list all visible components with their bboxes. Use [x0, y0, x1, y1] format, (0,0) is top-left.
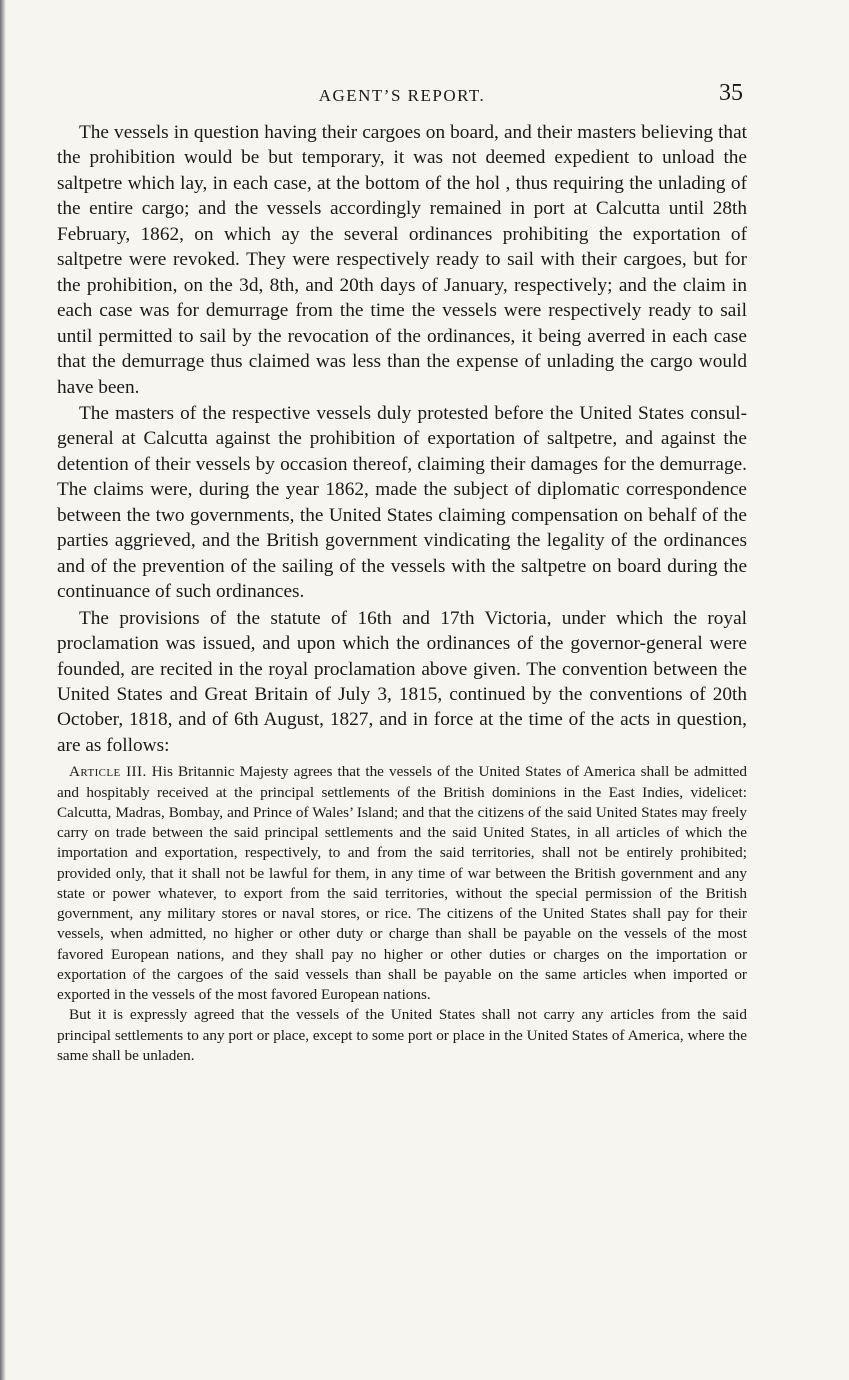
page-number: 35: [719, 80, 743, 106]
article-label: Article III.: [69, 763, 147, 781]
page-header: [57, 80, 747, 120]
body-paragraph-2: The masters of the respective vessels duly protested before the United States consul-general at Calcutta against the prohibition of exportation of saltpetre, and against the detention of their vessels by occasion thereof, claiming their damages for the demurrage. The claims were, during the year 1862, made the subject of diplomatic correspondence between the two governments, the United States claiming compensation on behalf of the parties aggrieved, and the British government vindicating the legality of the ordinances and of the prevention of the sailing of the vessels with the saltpetre on board during the continuance of such ordinances.: [57, 402, 747, 603]
article-paragraph: [57, 762, 747, 1005]
document-page: [57, 80, 747, 1066]
scan-edge-shadow: [0, 0, 6, 1380]
article-text: His Britannic Majesty agrees that the vessels of the United States of America shall be admitted and hospitably received at the principal settlements of the British dominions in the East Indies, videlicet: Calcutta, Madras, Bombay, and Prince of Wales’ Island; and that the citizens of the said United States may freely carry on trade between the said principal settlements and the said United States, in all articles of which the importation and exportation, respectively, to and from the said territories, shall not be entirely prohibited; provided only, that it shall not be lawful for them, in any time of war between the British government and any state or power whatever, to export from the said territories, without the special permission of the British government, any military stores or naval stores, or rice. The citizens of the United States shall pay for their vessels, when admitted, no higher or other duty or charge than shall be payable on the vessels of the most favored European nations, and they shall pay no higher or other duties or charges on the importation or exportation of the cargoes of the said vessels than shall be payable on the same articles when imported or exported in the vessels of the most favored European nations.: [57, 763, 747, 1004]
treaty-extract: [57, 762, 747, 1066]
body-paragraph-3: The provisions of the statute of 16th and 17th Victoria, under which the royal proclamation was issued, and upon which the ordinances of the governor-general were founded, are recited in the royal proclamation above given. The convention between the United States and Great Britain of July 3, 1815, continued by the conventions of 20th October, 1818, and of 6th August, 1827, and in force at the time of the acts in question, are as follows:: [57, 607, 747, 756]
body-paragraph-1: The vessels in question having their cargoes on board, and their masters believing that the prohibition would be but temporary, it was not deemed expedient to unload the saltpetre which lay, in each case, at the bottom of the hol , thus requiring the unlading of the entire cargo; and the vessels accordingly remained in port at Calcutta until 28th February, 1862, on which ay the several ordinances prohibiting the exportation of saltpetre were revoked. They were respectively ready to sail with their cargoes, but for the prohibition, on the 3d, 8th, and 20th days of January, respectively; and the claim in each case was for demurrage from the time the vessels were respectively ready to sail until permitted to sail by the revocation of the ordinances, it being averred in each case that the demurrage thus claimed was less than the expense of unlading the cargo would have been.: [57, 122, 747, 398]
proviso-paragraph: But it is expressly agreed that the vessels of the United States shall not carry any articles from the said principal settlements to any port or place, except to some port or place in the United States of America, where the same shall be unladen.: [57, 1006, 747, 1064]
running-title: AGENT’S REPORT.: [318, 86, 486, 105]
